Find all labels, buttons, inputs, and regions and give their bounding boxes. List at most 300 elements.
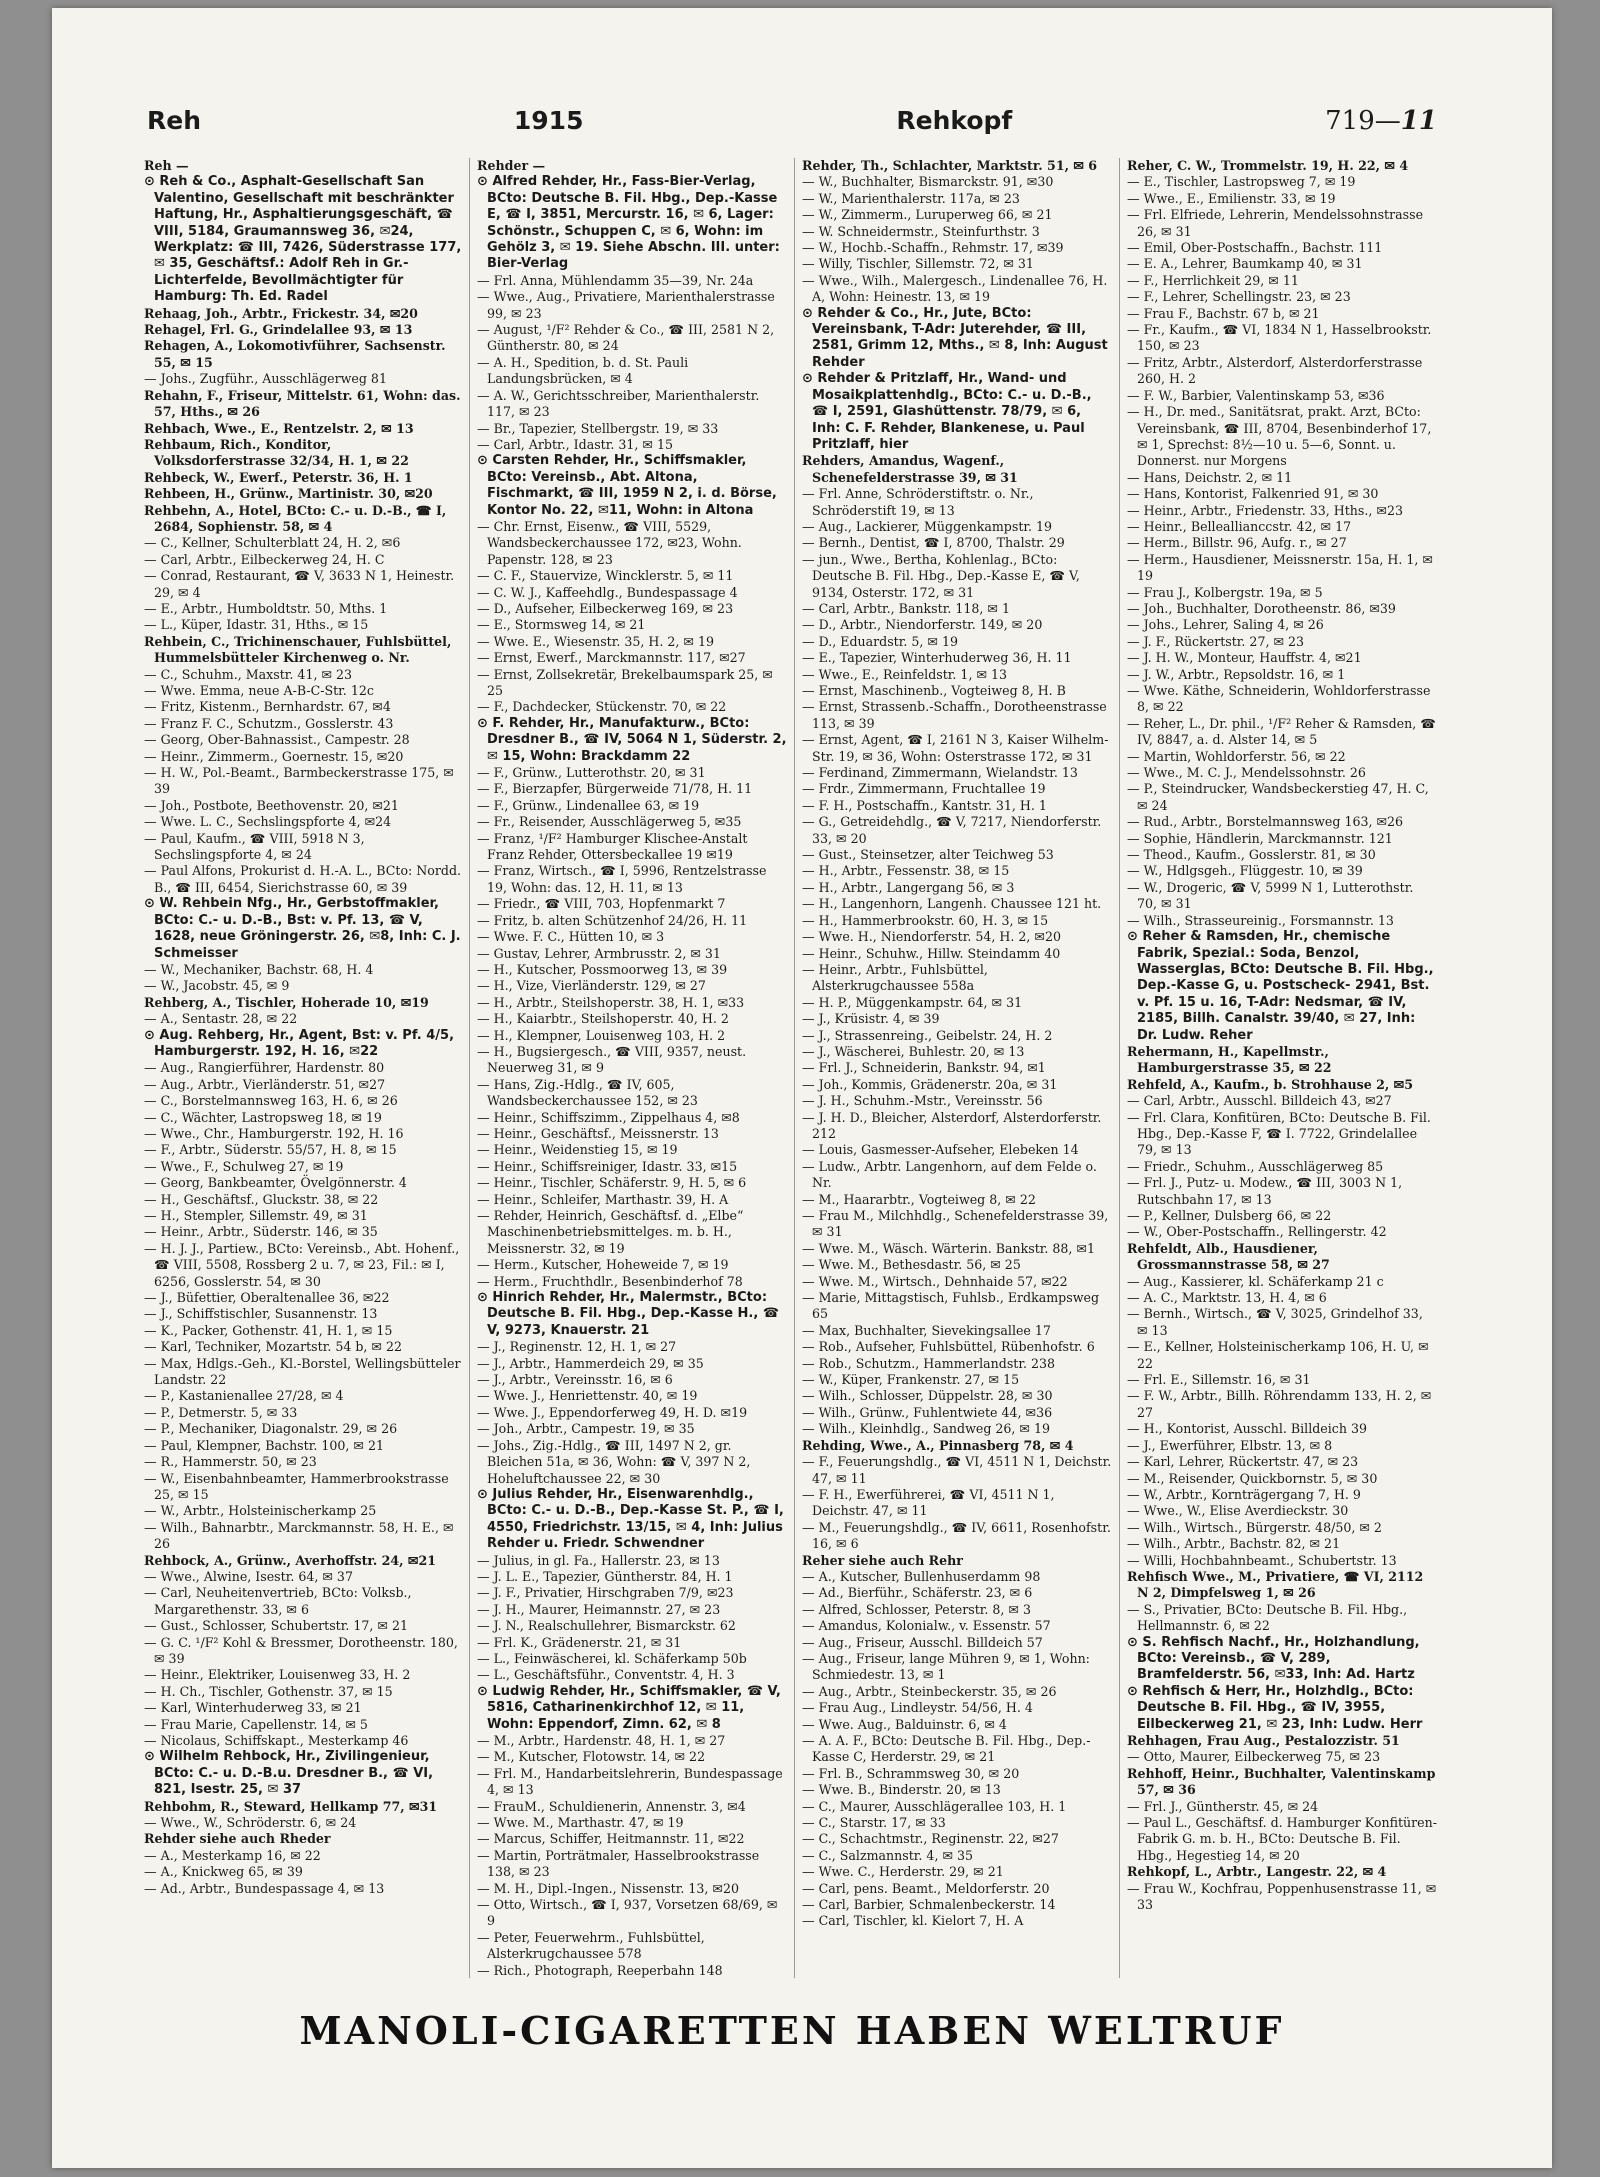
directory-entry: — Max, Hdlgs.-Geh., Kl.-Borstel, Wellingsbütteler Landstr. 22: [144, 1355, 461, 1388]
directory-entry: Rehagel, Frl. G., Grindelallee 93, ✉ 13: [144, 322, 413, 338]
directory-entry: — Aug., Arbtr., Steinbeckerstr. 35, ✉ 26: [802, 1683, 1057, 1699]
directory-entry: Rehberg, A., Tischler, Hoherade 10, ✉19: [144, 994, 429, 1010]
directory-entry: — Wwe., Chr., Hamburgerstr. 192, H. 16: [144, 1125, 404, 1141]
directory-entry: — L., Geschäftsführ., Conventstr. 4, H. 3: [477, 1667, 735, 1683]
directory-entry: — Wwe. C., Herderstr. 29, ✉ 21: [802, 1864, 1004, 1880]
directory-entry: — F., Bierzapfer, Bürgerweide 71/78, H. 11: [477, 781, 753, 797]
directory-entry: — Emil, Ober-Postschaffn., Bachstr. 111: [1127, 240, 1383, 256]
directory-column-2: [469, 158, 794, 1978]
directory-entry: — Wwe. Käthe, Schneiderin, Wohldorferstrasse 8, ✉ 22: [1127, 683, 1431, 715]
directory-entry: — Heinr., Arbtr., Fuhlsbüttel, Alsterkrugchaussee 558a: [802, 961, 988, 994]
directory-entry: Rehfeld, A., Kaufm., b. Strohhause 2, ✉5: [1127, 1076, 1413, 1092]
directory-entry: — Hans, Kontorist, Falkenried 91, ✉ 30: [1127, 486, 1379, 502]
directory-entry: — M., Haararbtr., Vogteiweg 8, ✉ 22: [802, 1191, 1036, 1207]
directory-entry: — E., Arbtr., Humboldtstr. 50, Mths. 1: [144, 600, 388, 616]
directory-entry: — Wilh., Strasseureinig., Forsmannstr. 13: [1127, 912, 1394, 928]
directory-entry: — Wwe. J., Henriettenstr. 40, ✉ 19: [477, 1388, 698, 1404]
directory-entry: Rehbeen, H., Grünw., Martinistr. 30, ✉20: [144, 486, 433, 502]
directory-entry: — Bernh., Wirtsch., ☎ V, 3025, Grindelhof 33, ✉ 13: [1127, 1306, 1423, 1338]
directory-entry: — Martin, Wohldorferstr. 56, ✉ 22: [1127, 748, 1346, 764]
directory-entry: — Carl, pens. Beamt., Meldorferstr. 20: [802, 1880, 1050, 1896]
directory-entry: — Frau F., Bachstr. 67 b, ✉ 21: [1127, 305, 1320, 321]
directory-entry: — Johs., Zig.-Hdlg., ☎ III, 1497 N 2, gr. Bleichen 51a, ✉ 36, Wohn: ☎ V, 397 N 2, Hoheluftchaussee 22, ✉ 30: [477, 1437, 751, 1486]
directory-entry: — Nicolaus, Schiffskapt., Mesterkamp 46: [144, 1733, 409, 1748]
directory-entry: — Frl. B., Schrammsweg 30, ✉ 20: [802, 1765, 1020, 1781]
directory-entry: — Marcus, Schiffer, Heitmannstr. 11, ✉22: [477, 1831, 745, 1847]
header-left-keyword: Reh: [147, 106, 202, 135]
directory-entry: — J., Schiffstischler, Susannenstr. 13: [144, 1306, 378, 1322]
directory-entry: — S., Privatier, BCto: Deutsche B. Fil. Hbg., Hellmannstr. 6, ✉ 22: [1127, 1601, 1408, 1634]
directory-entry: — W., Buchhalter, Bismarckstr. 91, ✉30: [802, 174, 1054, 190]
directory-entry: — Heinr., Tischler, Schäferstr. 9, H. 5, ✉ 6: [477, 1175, 747, 1191]
directory-entry: Rehhagen, Frau Aug., Pestalozzistr. 51: [1127, 1733, 1400, 1748]
directory-entry: — F., Dachdecker, Stückenstr. 70, ✉ 22: [477, 699, 727, 715]
directory-entry: — W., Mechaniker, Bachstr. 68, H. 4: [144, 961, 374, 977]
running-header: [147, 106, 1437, 146]
directory-entry: — Frau J., Kolbergstr. 19a, ✉ 5: [1127, 584, 1323, 600]
directory-entry: — Carl, Tischler, kl. Kielort 7, H. A: [802, 1913, 1024, 1929]
directory-entry: Rehding, Wwe., A., Pinnasberg 78, ✉ 4: [802, 1437, 1074, 1453]
directory-entry: — J. H., Maurer, Heimannstr. 27, ✉ 23: [477, 1601, 721, 1617]
directory-entry: Rehders, Amandus, Wagenf., Schenefelderstrasse 39, ✉ 31: [802, 453, 1018, 485]
directory-entry: — J. H., Schuhm.-Mstr., Vereinsstr. 56: [802, 1093, 1043, 1109]
directory-entry: — Heinr., Schiffsreiniger, Idastr. 33, ✉15: [477, 1158, 738, 1174]
directory-entry: — W., Zimmerm., Luruperweg 66, ✉ 21: [802, 207, 1053, 223]
header-right-keyword: Rehkopf: [896, 106, 1013, 135]
directory-entry: — Aug., Kassierer, kl. Schäferkamp 21 c: [1127, 1273, 1384, 1289]
directory-entry: — P., Kellner, Dulsberg 66, ✉ 22: [1127, 1208, 1332, 1223]
directory-entry: — Peter, Feuerwehrm., Fuhlsbüttel, Alsterkrugchaussee 578: [477, 1929, 705, 1962]
directory-entry: — J. W., Arbtr., Repsoldstr. 16, ✉ 1: [1127, 666, 1346, 682]
directory-entry: — Carl, Barbier, Schmalenbeckerstr. 14: [802, 1897, 1056, 1913]
directory-entry: Reher siehe auch Rehr: [802, 1552, 963, 1568]
directory-entry: — C., Borstelmannsweg 163, H. 6, ✉ 26: [144, 1093, 398, 1109]
directory-entry: — A., Kutscher, Bullenhuserdamm 98: [802, 1568, 1041, 1584]
directory-entry: — W., Eisenbahnbeamter, Hammerbrookstrasse 25, ✉ 15: [144, 1470, 449, 1502]
directory-entry: — Johs., Lehrer, Saling 4, ✉ 26: [1127, 617, 1324, 633]
directory-entry: — Alfred, Schlosser, Peterstr. 8, ✉ 3: [802, 1601, 1031, 1617]
directory-entry: — H. P., Müggenkampstr. 64, ✉ 31: [802, 994, 1023, 1010]
directory-entry: — Georg, Ober-Bahnassist., Campestr. 28: [144, 732, 410, 748]
directory-entry: — J., Reginenstr. 12, H. 1, ✉ 27: [477, 1339, 677, 1355]
directory-entry: ⊙ Wilhelm Rehbock, Hr., Zivilingenieur, BCto: C.- u. D.-B.u. Dresdner B., ☎ VI, 821, Isestr. 25, ✉ 37: [144, 1749, 434, 1798]
directory-entry: ⊙ S. Rehfisch Nachf., Hr., Holzhandlung, BCto: Vereinsb., ☎ V, 289, Bramfelderstr. 56, ✉33, Inh: Ad. Hartz: [1127, 1634, 1420, 1683]
directory-entry: — W., Hdlgsgeh., Flüggestr. 10, ✉ 39: [1127, 863, 1363, 879]
directory-entry: — Wwe. J., Eppendorferweg 49, H. D. ✉19: [477, 1404, 748, 1420]
directory-entry: — Heinr., Arbtr., Süderstr. 146, ✉ 35: [144, 1224, 378, 1240]
directory-columns: [144, 158, 1444, 1978]
directory-entry: — Friedr., Schuhm., Ausschlägerweg 85: [1127, 1158, 1384, 1174]
directory-entry: — Herm., Hausdiener, Meissnerstr. 15a, H. 1, ✉ 19: [1127, 551, 1433, 584]
directory-entry: — L., Küper, Idastr. 31, Hths., ✉ 15: [144, 617, 369, 633]
directory-entry: — Theod., Kaufm., Gosslerstr. 81, ✉ 30: [1127, 847, 1376, 863]
directory-entry: — J. H. D., Bleicher, Alsterdorf, Alsterdorferstr. 212: [802, 1109, 1102, 1141]
directory-entry: — H. W., Pol.-Beamt., Barmbeckerstrasse 175, ✉ 39: [144, 765, 454, 797]
directory-entry: — Herm., Kutscher, Hoheweide 7, ✉ 19: [477, 1257, 729, 1273]
page-number-suffix: 11: [1400, 106, 1437, 136]
directory-entry: — W., Hochb.-Schaffn., Rehmstr. 17, ✉39: [802, 240, 1064, 256]
directory-entry: — Heinr., Geschäftsf., Meissnerstr. 13: [477, 1125, 719, 1141]
directory-entry: — A., Knickweg 65, ✉ 39: [144, 1864, 303, 1880]
directory-entry: — H. J. J., Partiew., BCto: Vereinsb., Abt. Hohenf., ☎ VIII, 5508, Rossberg 2 u. 7, ✉ 23, Fil.: ✉ I, 6256, Gosslerstr. 54, ✉ 30: [144, 1240, 460, 1289]
directory-entry: — August, ¹/F² Rehder & Co., ☎ III, 2581 N 2, Güntherstr. 80, ✉ 24: [477, 322, 775, 354]
directory-entry: — Frl. Anna, Mühlendamm 35—39, Nr. 24a: [477, 272, 754, 288]
directory-entry: — Otto, Maurer, Eilbeckerweg 75, ✉ 23: [1127, 1749, 1381, 1765]
directory-entry: — Friedr., ☎ VIII, 703, Hopfenmarkt 7: [477, 896, 726, 912]
directory-entry: — C., Wächter, Lastropsweg 18, ✉ 19: [144, 1109, 382, 1125]
directory-entry: Rehbehn, A., Hotel, BCto: C.- u. D.-B., ☎ I, 2684, Sophienstr. 58, ✉ 4: [144, 502, 447, 534]
directory-entry: — Marie, Mittagstisch, Fuhlsb., Erdkampsweg 65: [802, 1290, 1100, 1322]
directory-entry: — J., Arbtr., Hammerdeich 29, ✉ 35: [477, 1355, 704, 1371]
directory-entry: — Joh., Postbote, Beethovenstr. 20, ✉21: [144, 797, 399, 813]
directory-entry: — Aug., Friseur, Ausschl. Billdeich 57: [802, 1634, 1043, 1650]
directory-entry: — W. Schneidermstr., Steinfurthstr. 3: [802, 223, 1040, 239]
directory-entry: — jun., Wwe., Bertha, Kohlenlag., BCto: Deutsche B. Fil. Hbg., Dep.-Kasse E, ☎ V, 9134, Osterstr. 172, ✉ 31: [802, 551, 1080, 600]
directory-entry: — W., Ober-Postschaffn., Rellingerstr. 42: [1127, 1224, 1387, 1240]
page-number-main: 719—: [1325, 106, 1401, 136]
directory-entry: — Karl, Techniker, Mozartstr. 54 b, ✉ 22: [144, 1339, 403, 1355]
directory-entry: — M., Feuerungshdlg., ☎ IV, 6611, Rosenhofstr. 16, ✉ 6: [802, 1519, 1111, 1552]
directory-entry: — Chr. Ernst, Eisenw., ☎ VIII, 5529, Wandsbeckerchaussee 172, ✉23, Wohn. Papenstr. 128, ✉ 23: [477, 518, 742, 567]
directory-entry: — FrauM., Schuldienerin, Annenstr. 3, ✉4: [477, 1798, 746, 1814]
directory-entry: — R., Hammerstr. 50, ✉ 23: [144, 1454, 317, 1470]
directory-entry: ⊙ Carsten Rehder, Hr., Schiffsmakler, BCto: Vereinsb., Abt. Altona, Fischmarkt, ☎ III, 1959 N 2, i. d. Börse, Kontor No. 22, ✉11, Wohn: in Altona: [477, 453, 777, 518]
directory-entry: ⊙ Rehfisch & Herr, Hr., Holzhdlg., BCto: Deutsche B. Fil. Hbg., ☎ IV, 3955, Eilbeckerweg 21, ✉ 23, Inh: Ludw. Herr: [1127, 1683, 1423, 1732]
directory-entry: — H., Dr. med., Sanitätsrat, prakt. Arzt, BCto: Vereinsbank, ☎ III, 8704, Besenbinderhof 17, ✉ 1, Sprechst: 8½—10 u. 5—6, Sonnt. u. Donnerst. nur Morgens: [1127, 404, 1432, 469]
directory-entry: — H., Geschäftsf., Gluckstr. 38, ✉ 22: [144, 1191, 379, 1207]
directory-entry: — E., Stormsweg 14, ✉ 21: [477, 617, 646, 633]
directory-entry: — Joh., Buchhalter, Dorotheenstr. 86, ✉39: [1127, 600, 1396, 616]
directory-entry: — J. F., Privatier, Hirschgraben 7/9, ✉23: [477, 1585, 734, 1601]
directory-entry: — D., Eduardstr. 5, ✉ 19: [802, 633, 958, 649]
directory-entry: — H., Bugsiergesch., ☎ VIII, 9357, neust. Neuerweg 31, ✉ 9: [477, 1043, 747, 1076]
directory-entry: — Wilh., Wirtsch., Bürgerstr. 48/50, ✉ 2: [1127, 1519, 1382, 1535]
directory-entry: Rehahn, F., Friseur, Mittelstr. 61, Wohn: das. 57, Hths., ✉ 26: [144, 387, 461, 420]
directory-entry: — Frl. J., Schneiderin, Bankstr. 94, ✉1: [802, 1060, 1046, 1076]
directory-entry: ⊙ Rehder & Co., Hr., Jute, BCto: Vereinsbank, T-Adr: Juterehder, ☎ III, 2581, Grimm 12, Mths., ✉ 8, Inh: August Rehder: [802, 305, 1108, 370]
directory-entry: — F., Grünw., Lutterothstr. 20, ✉ 31: [477, 765, 706, 781]
directory-entry: Rehbeck, W., Ewerf., Peterstr. 36, H. 1: [144, 469, 413, 485]
directory-entry: — Aug., Lackierer, Müggenkampstr. 19: [802, 518, 1053, 534]
directory-entry: — Herm., Billstr. 96, Aufg. r., ✉ 27: [1127, 535, 1347, 551]
footer-advertisement: MANOLI-CIGARETTEN HABEN WELTRUF: [299, 2008, 1285, 2053]
directory-entry: — H., Stempler, Sillemstr. 49, ✉ 31: [144, 1208, 368, 1223]
directory-entry: — Wwe., Aug., Privatiere, Marienthalerstrasse 99, ✉ 23: [477, 289, 775, 321]
directory-entry: — J., Wäscherei, Buhlestr. 20, ✉ 13: [802, 1043, 1025, 1059]
directory-entry: — E., Tischler, Lastropsweg 7, ✉ 19: [1127, 174, 1356, 190]
directory-entry: — Bernh., Dentist, ☎ I, 8700, Thalstr. 29: [802, 535, 1065, 551]
directory-entry: — Wwe. Aug., Balduinstr. 6, ✉ 4: [802, 1716, 1007, 1732]
directory-entry: Rehfisch Wwe., M., Privatiere, ☎ VI, 2112 N 2, Dimpfelsweg 1, ✉ 26: [1127, 1568, 1424, 1601]
directory-entry: — Wwe., Wilh., Malergesch., Lindenallee 76, H. A, Wohn: Heinestr. 13, ✉ 19: [802, 272, 1108, 305]
directory-entry: — Rob., Aufseher, Fuhlsbüttel, Rübenhofstr. 6: [802, 1339, 1095, 1355]
directory-entry: — Hans, Deichstr. 2, ✉ 11: [1127, 469, 1293, 485]
directory-entry: Reh —: [144, 158, 189, 173]
directory-entry: — Wilh., Grünw., Fuhlentwiete 44, ✉36: [802, 1404, 1053, 1420]
directory-entry: — Rud., Arbtr., Borstelmannsweg 163, ✉26: [1127, 814, 1404, 830]
directory-entry: Rehbaum, Rich., Konditor, Volksdorferstrasse 32/34, H. 1, ✉ 22: [144, 436, 409, 469]
directory-entry: — Wwe., E., Reinfeldstr. 1, ✉ 13: [802, 666, 1008, 682]
directory-entry: — Ludw., Arbtr. Langenhorn, auf dem Felde o. Nr.: [802, 1158, 1097, 1191]
directory-entry: — A. W., Gerichtsschreiber, Marienthalerstr. 117, ✉ 23: [477, 387, 760, 420]
directory-entry: — J., Büfettier, Oberaltenallee 36, ✉22: [144, 1290, 390, 1306]
directory-entry: — Heinr., Elektriker, Louisenweg 33, H. 2: [144, 1667, 411, 1683]
directory-entry: — K., Packer, Gothenstr. 41, H. 1, ✉ 15: [144, 1322, 393, 1338]
directory-entry: — F. H., Ewerführerei, ☎ VI, 4511 N 1, Deichstr. 47, ✉ 11: [802, 1486, 1055, 1519]
directory-entry: — W., Drogeric, ☎ V, 5999 N 1, Lutterothstr. 70, ✉ 31: [1127, 879, 1414, 912]
directory-entry: — Reher, L., Dr. phil., ¹/F² Reher & Ramsden, ☎ IV, 8847, a. d. Alster 14, ✉ 5: [1127, 715, 1436, 748]
directory-entry: — H., Kutscher, Possmoorweg 13, ✉ 39: [477, 961, 728, 977]
directory-entry: — M., Kutscher, Flotowstr. 14, ✉ 22: [477, 1749, 706, 1765]
directory-entry: ⊙ Alfred Rehder, Hr., Fass-Bier-Verlag, BCto: Deutsche B. Fil. Hbg., Dep.-Kasse E, ☎ I, 3851, Mercurstr. 16, ✉ 6, Lager: Schönstr., Schuppen C, ✉ 6, Wohn: im Gehölz 3, ✉ 19. Siehe Abschn. III. unter: Bier-Verlag: [477, 174, 780, 272]
header-year: 1915: [513, 106, 584, 135]
directory-entry: — Fritz, b. alten Schützenhof 24/26, H. 11: [477, 912, 748, 928]
directory-entry: — Ernst, Maschinenb., Vogteiweg 8, H. B: [802, 683, 1066, 698]
directory-entry: — W., Küper, Frankenstr. 27, ✉ 15: [802, 1372, 1020, 1388]
directory-entry: — Otto, Wirtsch., ☎ I, 937, Vorsetzen 68/69, ✉ 9: [477, 1897, 778, 1929]
directory-entry: — E., Kellner, Holsteinischerkamp 106, H. U, ✉ 22: [1127, 1339, 1429, 1371]
directory-entry: — J., Krüsistr. 4, ✉ 39: [802, 1011, 940, 1027]
directory-entry: — Heinr., Zimmerm., Goernestr. 15, ✉20: [144, 748, 404, 764]
directory-entry: Rehbein, C., Trichinenschauer, Fuhlsbüttel, Hummelsbütteler Kirchenweg o. Nr.: [144, 633, 452, 666]
directory-entry: — Frau Aug., Lindleystr. 54/56, H. 4: [802, 1700, 1033, 1716]
directory-entry: — Wwe., M. C. J., Mendelssohnstr. 26: [1127, 765, 1366, 781]
directory-entry: Rehbohm, R., Steward, Hellkamp 77, ✉31: [144, 1798, 438, 1814]
directory-entry: — A., Sentastr. 28, ✉ 22: [144, 1011, 298, 1027]
directory-entry: — Gust., Schlosser, Schubertstr. 17, ✉ 21: [144, 1618, 409, 1634]
directory-entry: — Wwe. F. C., Hütten 10, ✉ 3: [477, 929, 665, 945]
directory-entry: — Hans, Zig.-Hdlg., ☎ IV, 605, Wandsbeckerchaussee 152, ✉ 23: [477, 1076, 698, 1109]
directory-entry: — Wwe., F., Schulweg 27, ✉ 19: [144, 1158, 344, 1174]
directory-entry: — Willi, Hochbahnbeamt., Schubertstr. 13: [1127, 1552, 1397, 1568]
directory-entry: — Heinr., Schiffszimm., Zippelhaus 4, ✉8: [477, 1109, 740, 1125]
directory-entry: — W., Jacobstr. 45, ✉ 9: [144, 978, 290, 994]
directory-entry: — F. H., Postschaffn., Kantstr. 31, H. 1: [802, 797, 1047, 813]
directory-entry: — H., Arbtr., Steilshoperstr. 38, H. 1, ✉33: [477, 994, 745, 1010]
directory-entry: — Wwe. M., Bethesdastr. 56, ✉ 25: [802, 1257, 1021, 1273]
directory-entry: Rehaag, Joh., Arbtr., Frickestr. 34, ✉20: [144, 305, 418, 321]
directory-entry: — Carl, Arbtr., Bankstr. 118, ✉ 1: [802, 600, 1010, 616]
directory-entry: ⊙ Reh & Co., Asphalt-Gesellschaft San Valentino, Gesellschaft mit beschränkter Haftung, Hr., Asphaltierungsgeschäft, ☎ VIII, 5184, Graumannsweg 36, ✉24, Werkplatz: ☎ III, 7426, Süderstrasse 177, ✉ 35, Geschäftsf.: Adolf Reh in Gr.-Lichterfelde, Bevollmächtigter für Hamburg: Th. Ed. Radel: [144, 174, 462, 305]
directory-entry: — Gustav, Lehrer, Armbrusstr. 2, ✉ 31: [477, 945, 721, 961]
directory-entry: — J. H. W., Monteur, Hauffstr. 4, ✉21: [1127, 650, 1362, 666]
directory-entry: — H., Hammerbrookstr. 60, H. 3, ✉ 15: [802, 912, 1049, 928]
directory-entry: ⊙ Ludwig Rehder, Hr., Schiffsmakler, ☎ V, 5816, Catharinenkirchhof 12, ✉ 11, Wohn: Eppendorf, Zimn. 62, ✉ 8: [477, 1683, 781, 1732]
directory-entry: — P., Detmerstr. 5, ✉ 33: [144, 1404, 298, 1420]
directory-entry: — Fritz, Arbtr., Alsterdorf, Alsterdorferstrasse 260, H. 2: [1127, 354, 1423, 387]
directory-entry: — E., Tapezier, Winterhuderweg 36, H. 11: [802, 650, 1072, 666]
directory-entry: — Br., Tapezier, Stellbergstr. 19, ✉ 33: [477, 420, 719, 436]
directory-entry: — Wilh., Schlosser, Düppelstr. 28, ✉ 30: [802, 1388, 1053, 1404]
directory-column-3: [794, 158, 1119, 1978]
directory-entry: — Frau M., Milchhdlg., Schenefelderstrasse 39, ✉ 31: [802, 1208, 1109, 1240]
directory-entry: — H., Vize, Vierländerstr. 129, ✉ 27: [477, 978, 706, 994]
directory-entry: — Gust., Steinsetzer, alter Teichweg 53: [802, 847, 1054, 863]
directory-entry: Rehder —: [477, 158, 546, 173]
directory-entry: — C., Salzmannstr. 4, ✉ 35: [802, 1847, 974, 1863]
directory-entry: — L., Feinwäscherei, kl. Schäferkamp 50b: [477, 1650, 747, 1666]
directory-entry: — F., Herrlichkeit 29, ✉ 11: [1127, 272, 1299, 288]
directory-entry: — C., Starstr. 17, ✉ 33: [802, 1815, 946, 1831]
directory-entry: — Aug., Rangierführer, Hardenstr. 80: [144, 1060, 385, 1076]
directory-entry: — Ad., Bierführ., Schäferstr. 23, ✉ 6: [802, 1585, 1033, 1601]
directory-entry: — Frdr., Zimmermann, Fruchtallee 19: [802, 781, 1046, 797]
directory-entry: Rehfeldt, Alb., Hausdiener, Grossmannstrasse 58, ✉ 27: [1127, 1240, 1330, 1273]
directory-entry: — Franz, ¹/F² Hamburger Klischee-Anstalt Franz Rehder, Ottersbeckallee 19 ✉19: [477, 830, 748, 863]
directory-entry: — Paul, Klempner, Bachstr. 100, ✉ 21: [144, 1437, 384, 1453]
directory-column-1: [144, 158, 469, 1978]
directory-entry: — Wwe. B., Binderstr. 20, ✉ 13: [802, 1782, 1001, 1798]
directory-entry: ⊙ F. Rehder, Hr., Manufakturw., BCto: Dresdner B., ☎ IV, 5064 N 1, Süderstr. 2, ✉ 15, Wohn: Brackdamm 22: [477, 715, 787, 764]
directory-entry: — H., Arbtr., Fessenstr. 38, ✉ 15: [802, 863, 1010, 879]
directory-entry: — J. N., Realschullehrer, Bismarckstr. 62: [477, 1618, 736, 1634]
directory-entry: — Frl. Clara, Konfitüren, BCto: Deutsche B. Fil. Hbg., Dep.-Kasse F, ☎ I. 7722, Grindelallee 79, ✉ 13: [1127, 1109, 1431, 1158]
directory-entry: — Heinr., Weidenstieg 15, ✉ 19: [477, 1142, 678, 1158]
directory-entry: — Conrad, Restaurant, ☎ V, 3633 N 1, Heinestr. 29, ✉ 4: [144, 568, 455, 600]
directory-entry: — Wilh., Arbtr., Bachstr. 82, ✉ 21: [1127, 1536, 1341, 1552]
directory-entry: — Wwe. H., Niendorferstr. 54, H. 2, ✉20: [802, 929, 1061, 945]
directory-entry: — F., Arbtr., Süderstr. 55/57, H. 8, ✉ 15: [144, 1142, 397, 1158]
directory-entry: — E. A., Lehrer, Baumkamp 40, ✉ 31: [1127, 256, 1363, 272]
directory-entry: — Wwe. L. C., Sechslingspforte 4, ✉24: [144, 814, 392, 830]
directory-entry: — W., Marienthalerstr. 117a, ✉ 23: [802, 190, 1020, 206]
directory-entry: — Georg, Bankbeamter, Övelgönnerstr. 4: [144, 1175, 407, 1191]
directory-entry: — Ad., Arbtr., Bundespassage 4, ✉ 13: [144, 1880, 385, 1896]
directory-entry: — Max, Buchhalter, Sievekingsallee 17: [802, 1322, 1051, 1338]
directory-entry: — Carl, Neuheitenvertrieb, BCto: Volksb., Margarethenstr. 33, ✉ 6: [144, 1585, 412, 1617]
directory-entry: — A. C., Marktstr. 13, H. 4, ✉ 6: [1127, 1290, 1327, 1306]
directory-entry: — A., Mesterkamp 16, ✉ 22: [144, 1847, 321, 1863]
directory-entry: Rehhoff, Heinr., Buchhalter, Valentinskamp 57, ✉ 36: [1127, 1765, 1436, 1798]
directory-entry: Rehermann, H., Kapellmstr., Hamburgerstrasse 35, ✉ 22: [1127, 1043, 1332, 1076]
directory-entry: — Heinr., Schleifer, Marthastr. 39, H. A: [477, 1191, 729, 1207]
directory-entry: Rehder siehe auch Rheder: [144, 1831, 331, 1847]
directory-entry: — Joh., Kommis, Grädenerstr. 20a, ✉ 31: [802, 1076, 1058, 1092]
directory-entry: — Frl. M., Handarbeitslehrerin, Bundespassage 4, ✉ 13: [477, 1765, 783, 1798]
directory-entry: — Rich., Photograph, Reeperbahn 148: [477, 1962, 723, 1978]
directory-entry: — W., Arbtr., Holsteinischerkamp 25: [144, 1503, 377, 1519]
directory-entry: — Wwe., Alwine, Isestr. 64, ✉ 37: [144, 1568, 353, 1584]
directory-entry: — Sophie, Händlerin, Marckmannstr. 121: [1127, 830, 1393, 846]
directory-entry: — Joh., Arbtr., Campestr. 19, ✉ 35: [477, 1421, 695, 1437]
directory-entry: — Aug., Arbtr., Vierländerstr. 51, ✉27: [144, 1076, 386, 1092]
directory-entry: — Frl. J., Güntherstr. 45, ✉ 24: [1127, 1798, 1319, 1814]
directory-entry: — J., Strassenreing., Geibelstr. 24, H. 2: [802, 1027, 1053, 1043]
directory-entry: — Frl. J., Putz- u. Modew., ☎ III, 3003 N 1, Rutschbahn 17, ✉ 13: [1127, 1175, 1403, 1207]
directory-entry: — F., Feuerungshdlg., ☎ VI, 4511 N 1, Deichstr. 47, ✉ 11: [802, 1454, 1112, 1486]
directory-entry: — H., Arbtr., Langergang 56, ✉ 3: [802, 879, 1015, 895]
directory-entry: Rehkopf, L., Arbtr., Langestr. 22, ✉ 4: [1127, 1864, 1387, 1880]
directory-entry: — G., Getreidehdlg., ☎ V, 7217, Niendorferstr. 33, ✉ 20: [802, 814, 1102, 846]
directory-entry: — Wwe., W., Elise Averdieckstr. 30: [1127, 1503, 1349, 1519]
directory-entry: — Wilh., Kleinhdlg., Sandweg 26, ✉ 19: [802, 1421, 1051, 1437]
directory-entry: — H., Langenhorn, Langenh. Chaussee 121 ht.: [802, 896, 1102, 912]
directory-entry: — Carl, Arbtr., Ausschl. Billdeich 43, ✉27: [1127, 1093, 1392, 1109]
directory-entry: — M., Reisender, Quickbornstr. 5, ✉ 30: [1127, 1470, 1378, 1486]
directory-entry: ⊙ Julius Rehder, Hr., Eisenwarenhdlg., BCto: C.- u. D.-B., Dep.-Kasse St. P., ☎ I, 4550, Friedrichstr. 13/15, ✉ 4, Inh: Julius Rehder u. Friedr. Schwendner: [477, 1486, 784, 1552]
directory-entry: — J. F., Rückertstr. 27, ✉ 23: [1127, 633, 1305, 649]
directory-entry: — Franz, Wirtsch., ☎ I, 5996, Rentzelstrasse 19, Wohn: das. 12, H. 11, ✉ 13: [477, 863, 767, 895]
directory-entry: — Wilh., Bahnarbtr., Marckmannstr. 58, H. E., ✉ 26: [144, 1519, 454, 1552]
directory-entry: — D., Aufseher, Eilbeckerweg 169, ✉ 23: [477, 600, 734, 616]
directory-entry: — W., Arbtr., Kornträgergang 7, H. 9: [1127, 1486, 1361, 1502]
directory-entry: — Karl, Lehrer, Rückertstr. 47, ✉ 23: [1127, 1454, 1359, 1470]
directory-entry: — A. A. F., BCto: Deutsche B. Fil. Hbg., Dep.-Kasse C, Herderstr. 29, ✉ 21: [802, 1733, 1091, 1765]
directory-entry: — Aug., Friseur, lange Mühren 9, ✉ 1, Wohn: Schmiedestr. 13, ✉ 1: [802, 1650, 1090, 1683]
directory-entry: — H. Ch., Tischler, Gothenstr. 37, ✉ 15: [144, 1683, 393, 1699]
directory-entry: — F., Grünw., Lindenallee 63, ✉ 19: [477, 797, 700, 813]
directory-page: [52, 8, 1552, 2168]
directory-entry: — Fritz, Kistenm., Bernhardstr. 67, ✉4: [144, 699, 391, 715]
directory-entry: — Paul L., Geschäftsf. d. Hamburger Konfitüren-Fabrik G. m. b. H., BCto: Deutsche B. Fil. Hbg., Hegestieg 14, ✉ 20: [1127, 1815, 1437, 1863]
directory-entry: — Heinr., Arbtr., Friedenstr. 33, Hths., ✉23: [1127, 502, 1403, 518]
directory-entry: — Louis, Gasmesser-Aufseher, Elebeken 14: [802, 1142, 1079, 1158]
directory-entry: — M. H., Dipl.-Ingen., Nissenstr. 13, ✉20: [477, 1880, 739, 1896]
directory-entry: — Paul Alfons, Prokurist d. H.-A. L., BCto: Nordd. B., ☎ III, 6454, Sierichstrasse 60, ✉ 39: [144, 863, 462, 895]
directory-entry: — P., Mechaniker, Diagonalstr. 29, ✉ 26: [144, 1421, 398, 1437]
directory-entry: — Martin, Porträtmaler, Hasselbrookstrasse 138, ✉ 23: [477, 1847, 760, 1880]
directory-entry: — A. H., Spedition, b. d. St. Pauli Landungsbrücken, ✉ 4: [477, 354, 689, 387]
directory-entry: — F. W., Arbtr., Billh. Röhrendamm 133, H. 2, ✉ 27: [1127, 1388, 1432, 1420]
directory-entry: — F., Lehrer, Schellingstr. 23, ✉ 23: [1127, 289, 1351, 305]
directory-entry: — Frl. Elfriede, Lehrerin, Mendelssohnstrasse 26, ✉ 31: [1127, 207, 1424, 239]
directory-entry: — Carl, Arbtr., Eilbeckerweg 24, H. C: [144, 551, 385, 567]
directory-entry: — C., Kellner, Schulterblatt 24, H. 2, ✉6: [144, 535, 401, 551]
directory-entry: — P., Steindrucker, Wandsbeckerstieg 47, H. C, ✉ 24: [1127, 781, 1429, 813]
directory-entry: — Willy, Tischler, Sillemstr. 72, ✉ 31: [802, 256, 1034, 272]
directory-entry: — C., Maurer, Ausschlägerallee 103, H. 1: [802, 1798, 1067, 1814]
directory-entry: — Karl, Winterhuderweg 33, ✉ 21: [144, 1700, 362, 1716]
directory-entry: — C. W. J., Kaffeehdlg., Bundespassage 4: [477, 584, 738, 600]
directory-entry: — H., Kaiarbtr., Steilshoperstr. 40, H. 2: [477, 1011, 729, 1027]
directory-entry: — H., Kontorist, Ausschl. Billdeich 39: [1127, 1421, 1367, 1437]
directory-entry: — Ernst, Agent, ☎ I, 2161 N 3, Kaiser Wilhelm-Str. 19, ✉ 36, Wohn: Osterstrasse 172, ✉ 31: [802, 732, 1109, 764]
directory-entry: — Wwe. M., Wäsch. Wärterin. Bankstr. 88, ✉1: [802, 1240, 1095, 1256]
directory-entry: Rehder, Th., Schlachter, Marktstr. 51, ✉ 6: [802, 158, 1098, 173]
directory-entry: — Heinr., Schuhw., Hillw. Steindamm 40: [802, 945, 1061, 961]
directory-entry: — J., Ewerführer, Elbstr. 13, ✉ 8: [1127, 1437, 1333, 1453]
directory-entry: — C. F., Stauervize, Wincklerstr. 5, ✉ 11: [477, 568, 734, 584]
directory-entry: — C., Schachtmstr., Reginenstr. 22, ✉27: [802, 1831, 1059, 1847]
directory-entry: — Frl. K., Grädenerstr. 21, ✉ 31: [477, 1634, 682, 1650]
directory-entry: — M., Arbtr., Hardenstr. 48, H. 1, ✉ 27: [477, 1733, 726, 1748]
directory-entry: — Wwe. E., Wiesenstr. 35, H. 2, ✉ 19: [477, 633, 714, 649]
directory-entry: ⊙ W. Rehbein Nfg., Hr., Gerbstoffmakler, BCto: C.- u. D.-B., Bst: v. Pf. 13, ☎ V, 1628, neue Gröningerstr. 26, ✉8, Inh: C. J. Schmeisser: [144, 896, 461, 961]
directory-entry: — H., Klempner, Louisenweg 103, H. 2: [477, 1027, 726, 1043]
directory-entry: — Ernst, Ewerf., Marckmannstr. 117, ✉27: [477, 650, 746, 666]
directory-entry: — J., Arbtr., Vereinsstr. 16, ✉ 6: [477, 1372, 673, 1388]
directory-entry: — Wwe., W., Schröderstr. 6, ✉ 24: [144, 1815, 357, 1831]
directory-entry: — Rob., Schutzm., Hammerlandstr. 238: [802, 1355, 1056, 1371]
directory-entry: — Wwe., E., Emilienstr. 33, ✉ 19: [1127, 190, 1336, 206]
directory-entry: — Franz F. C., Schutzm., Gosslerstr. 43: [144, 715, 394, 731]
directory-entry: — G. C. ¹/F² Kohl & Bressmer, Dorotheenstr. 180, ✉ 39: [144, 1634, 458, 1666]
directory-entry: Rehbach, Wwe., E., Rentzelstr. 2, ✉ 13: [144, 420, 414, 436]
directory-entry: Reher, C. W., Trommelstr. 19, H. 22, ✉ 4: [1127, 158, 1409, 173]
directory-entry: — Fr., Kaufm., ☎ VI, 1834 N 1, Hasselbrookstr. 150, ✉ 23: [1127, 322, 1432, 354]
directory-entry: — C., Schuhm., Maxstr. 41, ✉ 23: [144, 666, 353, 682]
directory-entry: — Fr., Reisender, Ausschlägerweg 5, ✉35: [477, 814, 742, 830]
directory-column-4: [1119, 158, 1444, 1978]
directory-entry: ⊙ Reher & Ramsden, Hr., chemische Fabrik, Spezial.: Soda, Benzol, Wasserglas, BCto: Deutsche B. Fil. Hbg., Dep.-Kasse G, u. Postscheck- 2941, Bst. v. Pf. 15 u. 16, T-Adr: Nedsmar, ☎ IV, 2185, Billh. Canalstr. 39/40, ✉ 27, Inh: Dr. Ludw. Reher: [1127, 929, 1434, 1043]
directory-entry: — Frl. Anne, Schröderstiftstr. o. Nr., Schröderstift 19, ✉ 13: [802, 486, 1034, 518]
directory-entry: — Julius, in gl. Fa., Hallerstr. 23, ✉ 13: [477, 1552, 720, 1568]
directory-entry: — Carl, Arbtr., Idastr. 31, ✉ 15: [477, 436, 674, 452]
directory-entry: — Frl. E., Sillemstr. 16, ✉ 31: [1127, 1372, 1311, 1388]
directory-entry: — D., Arbtr., Niendorferstr. 149, ✉ 20: [802, 617, 1043, 633]
directory-entry: — Ernst, Strassenb.-Schaffn., Dorotheenstrasse 113, ✉ 39: [802, 699, 1107, 731]
directory-entry: ⊙ Hinrich Rehder, Hr., Malermstr., BCto: Deutsche B. Fil. Hbg., Dep.-Kasse H., ☎ V, 9273, Knauerstr. 21: [477, 1290, 780, 1338]
